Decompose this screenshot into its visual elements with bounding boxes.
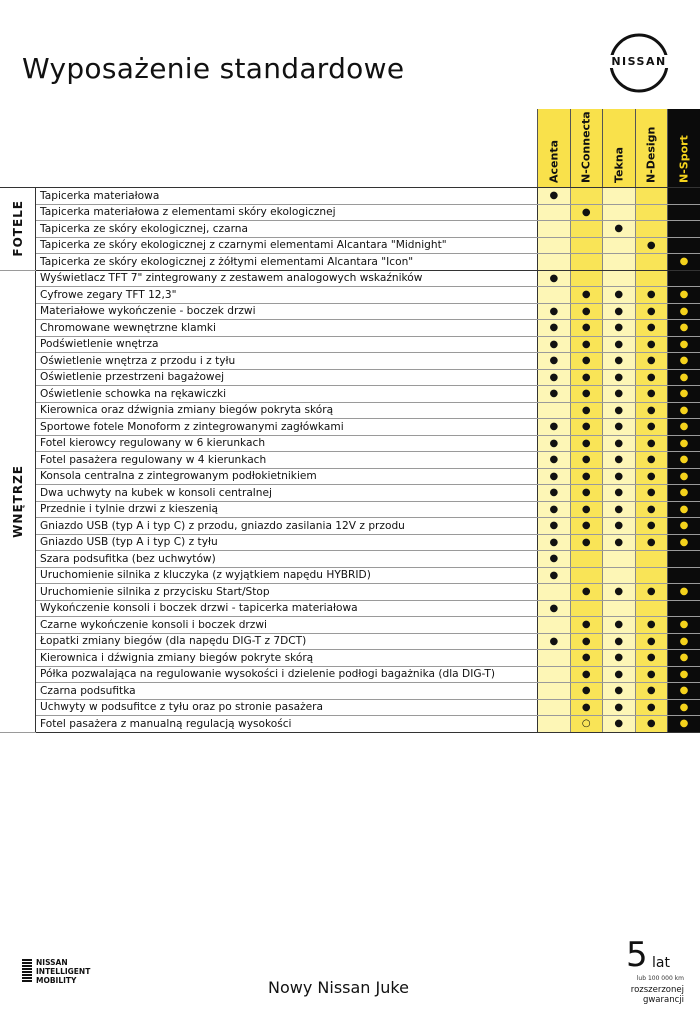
- model-header-tekna: [603, 109, 635, 188]
- availability-mark: ●: [603, 650, 635, 667]
- availability-mark: ●: [603, 534, 635, 551]
- availability-mark: [538, 650, 570, 667]
- table-row: [0, 369, 700, 386]
- section-label: WNĘTRZE: [10, 464, 25, 538]
- availability-mark: ●: [603, 452, 635, 469]
- availability-mark: ●: [603, 353, 635, 370]
- availability-mark: ●: [538, 303, 570, 320]
- availability-mark: [668, 600, 700, 617]
- availability-mark: ●: [570, 633, 602, 650]
- availability-mark: ●: [570, 353, 602, 370]
- section-label-cell: [0, 270, 36, 732]
- availability-mark: [603, 567, 635, 584]
- availability-mark: [603, 600, 635, 617]
- availability-mark: ●: [668, 402, 700, 419]
- model-header-n-design: [635, 109, 667, 188]
- model-label: Acenta: [547, 139, 561, 183]
- availability-mark: ●: [570, 386, 602, 403]
- availability-mark: [668, 204, 700, 221]
- availability-mark: ●: [538, 188, 570, 205]
- availability-mark: ●: [538, 485, 570, 502]
- availability-mark: ●: [635, 584, 667, 601]
- availability-mark: ●: [635, 534, 667, 551]
- feature-name: Sportowe fotele Monoform z zintegrowanymi zagłówkami: [36, 419, 538, 436]
- table-row: [0, 716, 700, 733]
- availability-mark: ●: [570, 287, 602, 304]
- feature-name: Uruchomienie silnika z kluczyka (z wyjątkiem napędu HYBRID): [36, 567, 538, 584]
- model-label: N-Sport: [677, 135, 691, 183]
- warranty-line: rozszerzonej: [630, 985, 684, 995]
- availability-mark: [538, 204, 570, 221]
- availability-mark: ●: [635, 303, 667, 320]
- warranty-text: [614, 985, 684, 1005]
- availability-mark: ●: [635, 386, 667, 403]
- availability-mark: ●: [635, 402, 667, 419]
- table-row: [0, 303, 700, 320]
- availability-mark: ●: [668, 320, 700, 337]
- feature-name: Fotel pasażera regulowany w 4 kierunkach: [36, 452, 538, 469]
- availability-mark: [538, 683, 570, 700]
- availability-mark: [538, 584, 570, 601]
- availability-mark: ●: [668, 287, 700, 304]
- warranty-unit: lat: [652, 955, 670, 971]
- availability-mark: ●: [538, 435, 570, 452]
- table-row: [0, 386, 700, 403]
- availability-mark: [668, 188, 700, 205]
- table-row: [0, 237, 700, 254]
- feature-name: Cyfrowe zegary TFT 12,3": [36, 287, 538, 304]
- availability-mark: [538, 237, 570, 254]
- availability-mark: ●: [603, 683, 635, 700]
- availability-mark: ●: [635, 468, 667, 485]
- availability-mark: ●: [668, 386, 700, 403]
- feature-name: Tapicerka ze skóry ekologicznej, czarna: [36, 221, 538, 238]
- section-label-cell: [0, 188, 36, 271]
- feature-name: Półka pozwalająca na regulowanie wysokości i dzielenie podłogi bagażnika (dla DIG-T): [36, 666, 538, 683]
- availability-mark: ●: [603, 518, 635, 535]
- table-row: [0, 617, 700, 634]
- table-row: [0, 699, 700, 716]
- availability-mark: ●: [603, 369, 635, 386]
- availability-mark: [603, 270, 635, 287]
- nim-line: INTELLIGENT: [36, 967, 91, 976]
- feature-name: Konsola centralna z zintegrowanym podłokietnikiem: [36, 468, 538, 485]
- availability-mark: [570, 237, 602, 254]
- feature-name: Tapicerka ze skóry ekologicznej z czarnymi elementami Alcantara "Midnight": [36, 237, 538, 254]
- table-row: [0, 435, 700, 452]
- table-row: [0, 501, 700, 518]
- feature-name: Łopatki zmiany biegów (dla napędu DIG-T z 7DCT): [36, 633, 538, 650]
- availability-mark: ●: [668, 419, 700, 436]
- model-label: N-Connecta: [579, 111, 593, 183]
- warranty-years: 5: [626, 935, 648, 975]
- availability-mark: ●: [603, 699, 635, 716]
- availability-mark: ●: [603, 584, 635, 601]
- feature-name: Fotel kierowcy regulowany w 6 kierunkach: [36, 435, 538, 452]
- availability-mark: ●: [570, 204, 602, 221]
- availability-mark: ●: [668, 633, 700, 650]
- feature-name: Wyświetlacz TFT 7" zintegrowany z zestawem analogowych wskaźników: [36, 270, 538, 287]
- availability-mark: [538, 716, 570, 733]
- warranty-line: gwarancji: [642, 995, 684, 1005]
- availability-mark: ●: [668, 617, 700, 634]
- availability-mark: ●: [635, 617, 667, 634]
- availability-mark: ●: [570, 336, 602, 353]
- availability-mark: ●: [570, 435, 602, 452]
- table-row: [0, 353, 700, 370]
- availability-mark: ●: [570, 518, 602, 535]
- availability-mark: [635, 551, 667, 568]
- table-row: [0, 254, 700, 271]
- availability-mark: ●: [570, 468, 602, 485]
- availability-mark: ●: [538, 320, 570, 337]
- availability-mark: [668, 221, 700, 238]
- availability-mark: ●: [570, 485, 602, 502]
- availability-mark: [538, 666, 570, 683]
- availability-mark: [603, 254, 635, 271]
- availability-mark: ●: [538, 600, 570, 617]
- availability-mark: ●: [570, 452, 602, 469]
- availability-mark: ●: [668, 666, 700, 683]
- availability-mark: [538, 287, 570, 304]
- model-label: Tekna: [612, 146, 626, 183]
- table-row: [0, 534, 700, 551]
- table-row: [0, 468, 700, 485]
- availability-mark: ●: [668, 254, 700, 271]
- availability-mark: [668, 551, 700, 568]
- availability-mark: ●: [635, 369, 667, 386]
- equipment-table: [0, 109, 700, 733]
- availability-mark: ●: [668, 584, 700, 601]
- feature-name: Wykończenie konsoli i boczek drzwi - tapicerka materiałowa: [36, 600, 538, 617]
- nissan-intelligent-mobility-logo: [22, 958, 102, 988]
- availability-mark: ●: [635, 716, 667, 733]
- model-header-n-sport: [668, 109, 700, 188]
- nim-line: MOBILITY: [36, 976, 77, 985]
- availability-mark: ●: [538, 468, 570, 485]
- warranty-badge: [614, 935, 684, 1010]
- model-header-n-connecta: [570, 109, 602, 188]
- availability-mark: [635, 188, 667, 205]
- nissan-logo: [603, 30, 675, 96]
- availability-mark: ●: [668, 336, 700, 353]
- nissan-logo-text: NISSAN: [603, 55, 675, 68]
- availability-mark: [603, 551, 635, 568]
- availability-mark: [538, 254, 570, 271]
- availability-mark: ●: [668, 485, 700, 502]
- feature-name: Przednie i tylnie drzwi z kieszenią: [36, 501, 538, 518]
- availability-mark: ●: [538, 336, 570, 353]
- availability-mark: ●: [603, 435, 635, 452]
- availability-mark: ●: [603, 666, 635, 683]
- availability-mark: ●: [668, 683, 700, 700]
- availability-mark: ●: [635, 353, 667, 370]
- feature-name: Gniazdo USB (typ A i typ C) z przodu, gniazdo zasilania 12V z przodu: [36, 518, 538, 535]
- feature-name: Tapicerka materiałowa z elementami skóry ekologicznej: [36, 204, 538, 221]
- availability-mark: ●: [538, 270, 570, 287]
- availability-mark: ●: [635, 287, 667, 304]
- availability-mark: ●: [603, 716, 635, 733]
- equipment-table-body: [0, 188, 700, 733]
- table-row: [0, 518, 700, 535]
- availability-mark: [538, 221, 570, 238]
- feature-name: Materiałowe wykończenie - boczek drzwi: [36, 303, 538, 320]
- table-row: [0, 287, 700, 304]
- availability-mark: ●: [538, 567, 570, 584]
- availability-mark: ●: [538, 518, 570, 535]
- header-spacer: [0, 109, 538, 188]
- availability-mark: [570, 254, 602, 271]
- availability-mark: ●: [603, 287, 635, 304]
- table-row: [0, 633, 700, 650]
- availability-mark: ●: [668, 716, 700, 733]
- model-header-row: [0, 109, 700, 188]
- availability-mark: ●: [668, 435, 700, 452]
- availability-mark: ●: [570, 369, 602, 386]
- table-row: [0, 419, 700, 436]
- table-row: [0, 402, 700, 419]
- availability-mark: ●: [570, 402, 602, 419]
- availability-mark: ●: [668, 699, 700, 716]
- availability-mark: ●: [668, 369, 700, 386]
- availability-mark: ●: [635, 419, 667, 436]
- availability-mark: ●: [538, 534, 570, 551]
- availability-mark: [538, 699, 570, 716]
- feature-name: Chromowane wewnętrzne klamki: [36, 320, 538, 337]
- table-row: [0, 188, 700, 205]
- nim-text: [36, 958, 90, 985]
- availability-mark: ●: [538, 452, 570, 469]
- availability-mark: ●: [635, 683, 667, 700]
- availability-mark: ●: [603, 485, 635, 502]
- availability-mark: ●: [570, 584, 602, 601]
- section-label: FOTELE: [10, 200, 25, 258]
- availability-mark: ●: [603, 336, 635, 353]
- table-row: [0, 683, 700, 700]
- availability-mark: ●: [603, 633, 635, 650]
- feature-name: Gniazdo USB (typ A i typ C) z tyłu: [36, 534, 538, 551]
- model-header-acenta: [538, 109, 570, 188]
- feature-name: Uchwyty w podsufitce z tyłu oraz po stronie pasażera: [36, 699, 538, 716]
- availability-mark: ●: [603, 221, 635, 238]
- availability-mark: ●: [635, 435, 667, 452]
- availability-mark: [603, 204, 635, 221]
- table-row: [0, 551, 700, 568]
- availability-mark: ●: [538, 633, 570, 650]
- availability-mark: [570, 188, 602, 205]
- availability-mark: ●: [538, 551, 570, 568]
- availability-mark: ●: [538, 419, 570, 436]
- availability-mark: [635, 567, 667, 584]
- table-row: [0, 650, 700, 667]
- availability-mark: [635, 254, 667, 271]
- availability-mark: ●: [668, 353, 700, 370]
- feature-name: Dwa uchwyty na kubek w konsoli centralnej: [36, 485, 538, 502]
- feature-name: Uruchomienie silnika z przycisku Start/Stop: [36, 584, 538, 601]
- table-row: [0, 567, 700, 584]
- availability-mark: ●: [603, 386, 635, 403]
- feature-name: Szara podsufitka (bez uchwytów): [36, 551, 538, 568]
- feature-name: Kierownica i dźwignia zmiany biegów pokryte skórą: [36, 650, 538, 667]
- feature-name: Oświetlenie schowka na rękawiczki: [36, 386, 538, 403]
- availability-mark: ●: [635, 485, 667, 502]
- feature-name: Czarna podsufitka: [36, 683, 538, 700]
- availability-mark: ●: [668, 534, 700, 551]
- availability-mark: ●: [603, 617, 635, 634]
- availability-mark: ●: [603, 402, 635, 419]
- feature-name: Kierownica oraz dźwignia zmiany biegów pokryta skórą: [36, 402, 538, 419]
- availability-mark: ●: [603, 501, 635, 518]
- availability-mark: ●: [538, 353, 570, 370]
- availability-mark: ○: [570, 716, 602, 733]
- availability-mark: ●: [635, 452, 667, 469]
- table-row: [0, 584, 700, 601]
- feature-name: Czarne wykończenie konsoli i boczek drzwi: [36, 617, 538, 634]
- availability-mark: ●: [668, 501, 700, 518]
- availability-mark: [635, 600, 667, 617]
- availability-mark: ●: [570, 650, 602, 667]
- availability-mark: ●: [635, 699, 667, 716]
- feature-name: Tapicerka ze skóry ekologicznej z żółtymi elementami Alcantara "Icon": [36, 254, 538, 271]
- nim-emblem-icon: [22, 959, 32, 983]
- footer-model-title: Nowy Nissan Juke: [268, 978, 409, 997]
- page-title: Wyposażenie standardowe: [22, 52, 405, 85]
- availability-mark: ●: [668, 468, 700, 485]
- availability-mark: [603, 237, 635, 254]
- availability-mark: ●: [570, 699, 602, 716]
- availability-mark: [570, 600, 602, 617]
- availability-mark: [570, 551, 602, 568]
- availability-mark: [538, 617, 570, 634]
- feature-name: Oświetlenie wnętrza z przodu i z tyłu: [36, 353, 538, 370]
- availability-mark: ●: [538, 386, 570, 403]
- table-row: [0, 600, 700, 617]
- table-row: [0, 204, 700, 221]
- availability-mark: ●: [538, 369, 570, 386]
- availability-mark: ●: [635, 320, 667, 337]
- availability-mark: [668, 567, 700, 584]
- nim-line: NISSAN: [36, 958, 68, 967]
- availability-mark: ●: [668, 452, 700, 469]
- availability-mark: [570, 270, 602, 287]
- table-row: [0, 666, 700, 683]
- feature-name: Fotel pasażera z manualną regulacją wysokości: [36, 716, 538, 733]
- availability-mark: ●: [603, 303, 635, 320]
- availability-mark: ●: [570, 320, 602, 337]
- warranty-mileage: lub 100 000 km: [636, 975, 684, 982]
- feature-name: Oświetlenie przestrzeni bagażowej: [36, 369, 538, 386]
- availability-mark: ●: [570, 501, 602, 518]
- table-row: [0, 485, 700, 502]
- availability-mark: ●: [635, 237, 667, 254]
- availability-mark: ●: [668, 303, 700, 320]
- availability-mark: ●: [570, 419, 602, 436]
- availability-mark: ●: [538, 501, 570, 518]
- table-row: [0, 270, 700, 287]
- availability-mark: [635, 270, 667, 287]
- availability-mark: ●: [635, 501, 667, 518]
- model-label: N-Design: [644, 126, 658, 183]
- availability-mark: [538, 402, 570, 419]
- table-row: [0, 221, 700, 238]
- availability-mark: ●: [635, 633, 667, 650]
- availability-mark: ●: [635, 666, 667, 683]
- availability-mark: [635, 221, 667, 238]
- availability-mark: ●: [570, 617, 602, 634]
- availability-mark: ●: [570, 534, 602, 551]
- availability-mark: [570, 221, 602, 238]
- availability-mark: ●: [570, 683, 602, 700]
- availability-mark: ●: [635, 650, 667, 667]
- availability-mark: ●: [668, 650, 700, 667]
- feature-name: Podświetlenie wnętrza: [36, 336, 538, 353]
- availability-mark: [668, 237, 700, 254]
- availability-mark: ●: [668, 518, 700, 535]
- availability-mark: ●: [570, 666, 602, 683]
- availability-mark: ●: [603, 468, 635, 485]
- availability-mark: ●: [603, 320, 635, 337]
- table-row: [0, 336, 700, 353]
- availability-mark: ●: [603, 419, 635, 436]
- availability-mark: [603, 188, 635, 205]
- table-row: [0, 452, 700, 469]
- availability-mark: [570, 567, 602, 584]
- table-row: [0, 320, 700, 337]
- availability-mark: ●: [635, 336, 667, 353]
- availability-mark: [668, 270, 700, 287]
- availability-mark: ●: [635, 518, 667, 535]
- availability-mark: [635, 204, 667, 221]
- availability-mark: ●: [570, 303, 602, 320]
- feature-name: Tapicerka materiałowa: [36, 188, 538, 205]
